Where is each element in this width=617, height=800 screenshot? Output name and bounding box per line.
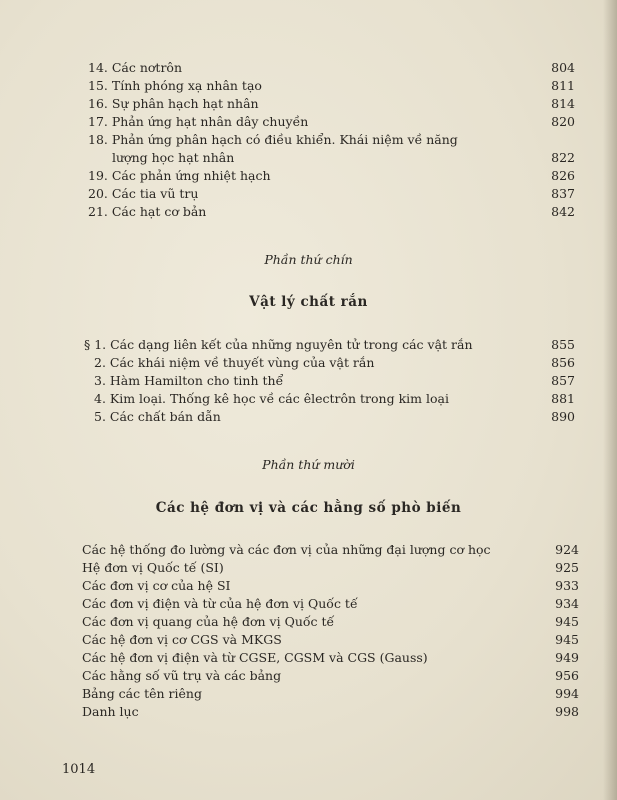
page-edge-shadow: [603, 0, 617, 800]
toc-entry-label: Các hệ đơn vị điện và từ CGSE, CGSM và CGS (Gauss): [82, 650, 428, 665]
toc-entry-17: [88, 113, 575, 131]
toc-entry-18: [88, 131, 575, 149]
toc-entry-page: 811: [551, 78, 575, 93]
toc-entry-page: 890: [551, 409, 575, 424]
toc-entry-page: 857: [551, 373, 575, 388]
toc-entry-page: 837: [551, 186, 575, 201]
toc-entry-label: Các đơn vị điện và từ của hệ đơn vị Quốc tế: [82, 596, 358, 611]
toc-entry-label: Danh lục: [82, 704, 139, 719]
toc-entry-15: [88, 77, 575, 95]
toc-entry-units-4: [82, 595, 579, 613]
toc-entry-label: 17. Phản ứng hạt nhân dây chuyền: [88, 114, 309, 129]
toc-entry-page: 856: [551, 355, 575, 370]
toc-entry-s1: [84, 336, 575, 354]
toc-entry-label: 3. Hàm Hamilton cho tinh thể: [94, 373, 284, 388]
toc-entry-page: 820: [551, 114, 575, 129]
toc-entry-units-1: [82, 541, 579, 559]
toc-entry-units-3: [82, 577, 579, 595]
toc-entry-page: 881: [551, 391, 575, 406]
toc-entry-label: lượng học hạt nhân: [112, 150, 235, 165]
toc-entry-label: 2. Các khái niệm về thuyết vùng của vật rắn: [94, 355, 375, 370]
toc-entry-units-7: [82, 649, 579, 667]
part-9-heading: Phần thứ chín: [264, 252, 353, 267]
toc-entry-units-10: [82, 703, 579, 721]
toc-entry-page: 998: [555, 704, 579, 719]
toc-entry-page: 945: [555, 632, 579, 647]
toc-entry-page: 822: [551, 150, 575, 165]
toc-entry-units-9: [82, 685, 579, 703]
toc-entry-label: Bảng các tên riêng: [82, 686, 202, 701]
toc-entry-s2: [94, 354, 575, 372]
toc-entry-page: 933: [555, 578, 579, 593]
toc-entry-18-continued: [88, 149, 575, 167]
toc-entry-label: 21. Các hạt cơ bản: [88, 204, 207, 219]
toc-entry-page: 925: [555, 560, 579, 575]
toc-entry-page: 924: [555, 542, 579, 557]
toc-entry-label: 19. Các phản ứng nhiệt hạch: [88, 168, 271, 183]
toc-entry-label: § 1. Các dạng liên kết của những nguyên tử trong các vật rắn: [84, 337, 473, 352]
toc-entry-s5: [94, 408, 575, 426]
toc-entry-label: Các hằng số vũ trụ và các bảng: [82, 668, 282, 683]
toc-entry-21: [88, 203, 575, 221]
toc-entry-page: 855: [551, 337, 575, 352]
toc-entry-label: 16. Sự phân hạch hạt nhân: [88, 96, 259, 111]
toc-entry-label: Các hệ đơn vị cơ CGS và MKGS: [82, 632, 282, 647]
toc-entry-label: 15. Tính phóng xạ nhân tạo: [88, 78, 262, 93]
part-9-title: Vật lý chất rắn: [249, 294, 368, 310]
toc-entry-page: 842: [551, 204, 575, 219]
part-10-title: Các hệ đơn vị và các hằng số phò biến: [155, 500, 462, 516]
toc-entry-14: [88, 59, 575, 77]
toc-entry-units-2: [82, 559, 579, 577]
toc-entry-page: 934: [555, 596, 579, 611]
page-number: 1014: [62, 762, 96, 777]
toc-entry-label: Hệ đơn vị Quốc tế (SI): [82, 560, 224, 575]
toc-entry-label: 5. Các chất bán dẫn: [94, 409, 221, 424]
toc-entry-units-8: [82, 667, 579, 685]
toc-entry-label: 20. Các tia vũ trụ: [88, 186, 199, 201]
toc-entry-page: 826: [551, 168, 575, 183]
toc-entry-label: 4. Kim loại. Thống kê học về các êlectrôn trong kim loại: [94, 391, 449, 406]
toc-entry-label: Các đơn vị quang của hệ đơn vị Quốc tế: [82, 614, 335, 629]
toc-entry-s4: [94, 390, 575, 408]
toc-entry-s3: [94, 372, 575, 390]
toc-entry-page: 945: [555, 614, 579, 629]
toc-entry-page: 994: [555, 686, 579, 701]
toc-entry-label: Các hệ thống đo lường và các đơn vị của những đại lượng cơ học: [82, 542, 491, 557]
toc-entry-page: 949: [555, 650, 579, 665]
toc-entry-16: [88, 95, 575, 113]
toc-entry-page: 956: [555, 668, 579, 683]
toc-entry-label: 14. Các nơtrôn: [88, 60, 182, 75]
toc-entry-19: [88, 167, 575, 185]
toc-entry-page: 814: [551, 96, 575, 111]
toc-entry-units-6: [82, 631, 579, 649]
toc-entry-label: 18. Phản ứng phân hạch có điều khiển. Khái niệm về năng: [88, 132, 458, 147]
toc-entry-units-5: [82, 613, 579, 631]
toc-entry-page: 804: [551, 60, 575, 75]
toc-entry-label: Các đơn vị cơ của hệ SI: [82, 578, 231, 593]
toc-entry-20: [88, 185, 575, 203]
part-10-heading: Phần thứ mười: [262, 457, 355, 472]
